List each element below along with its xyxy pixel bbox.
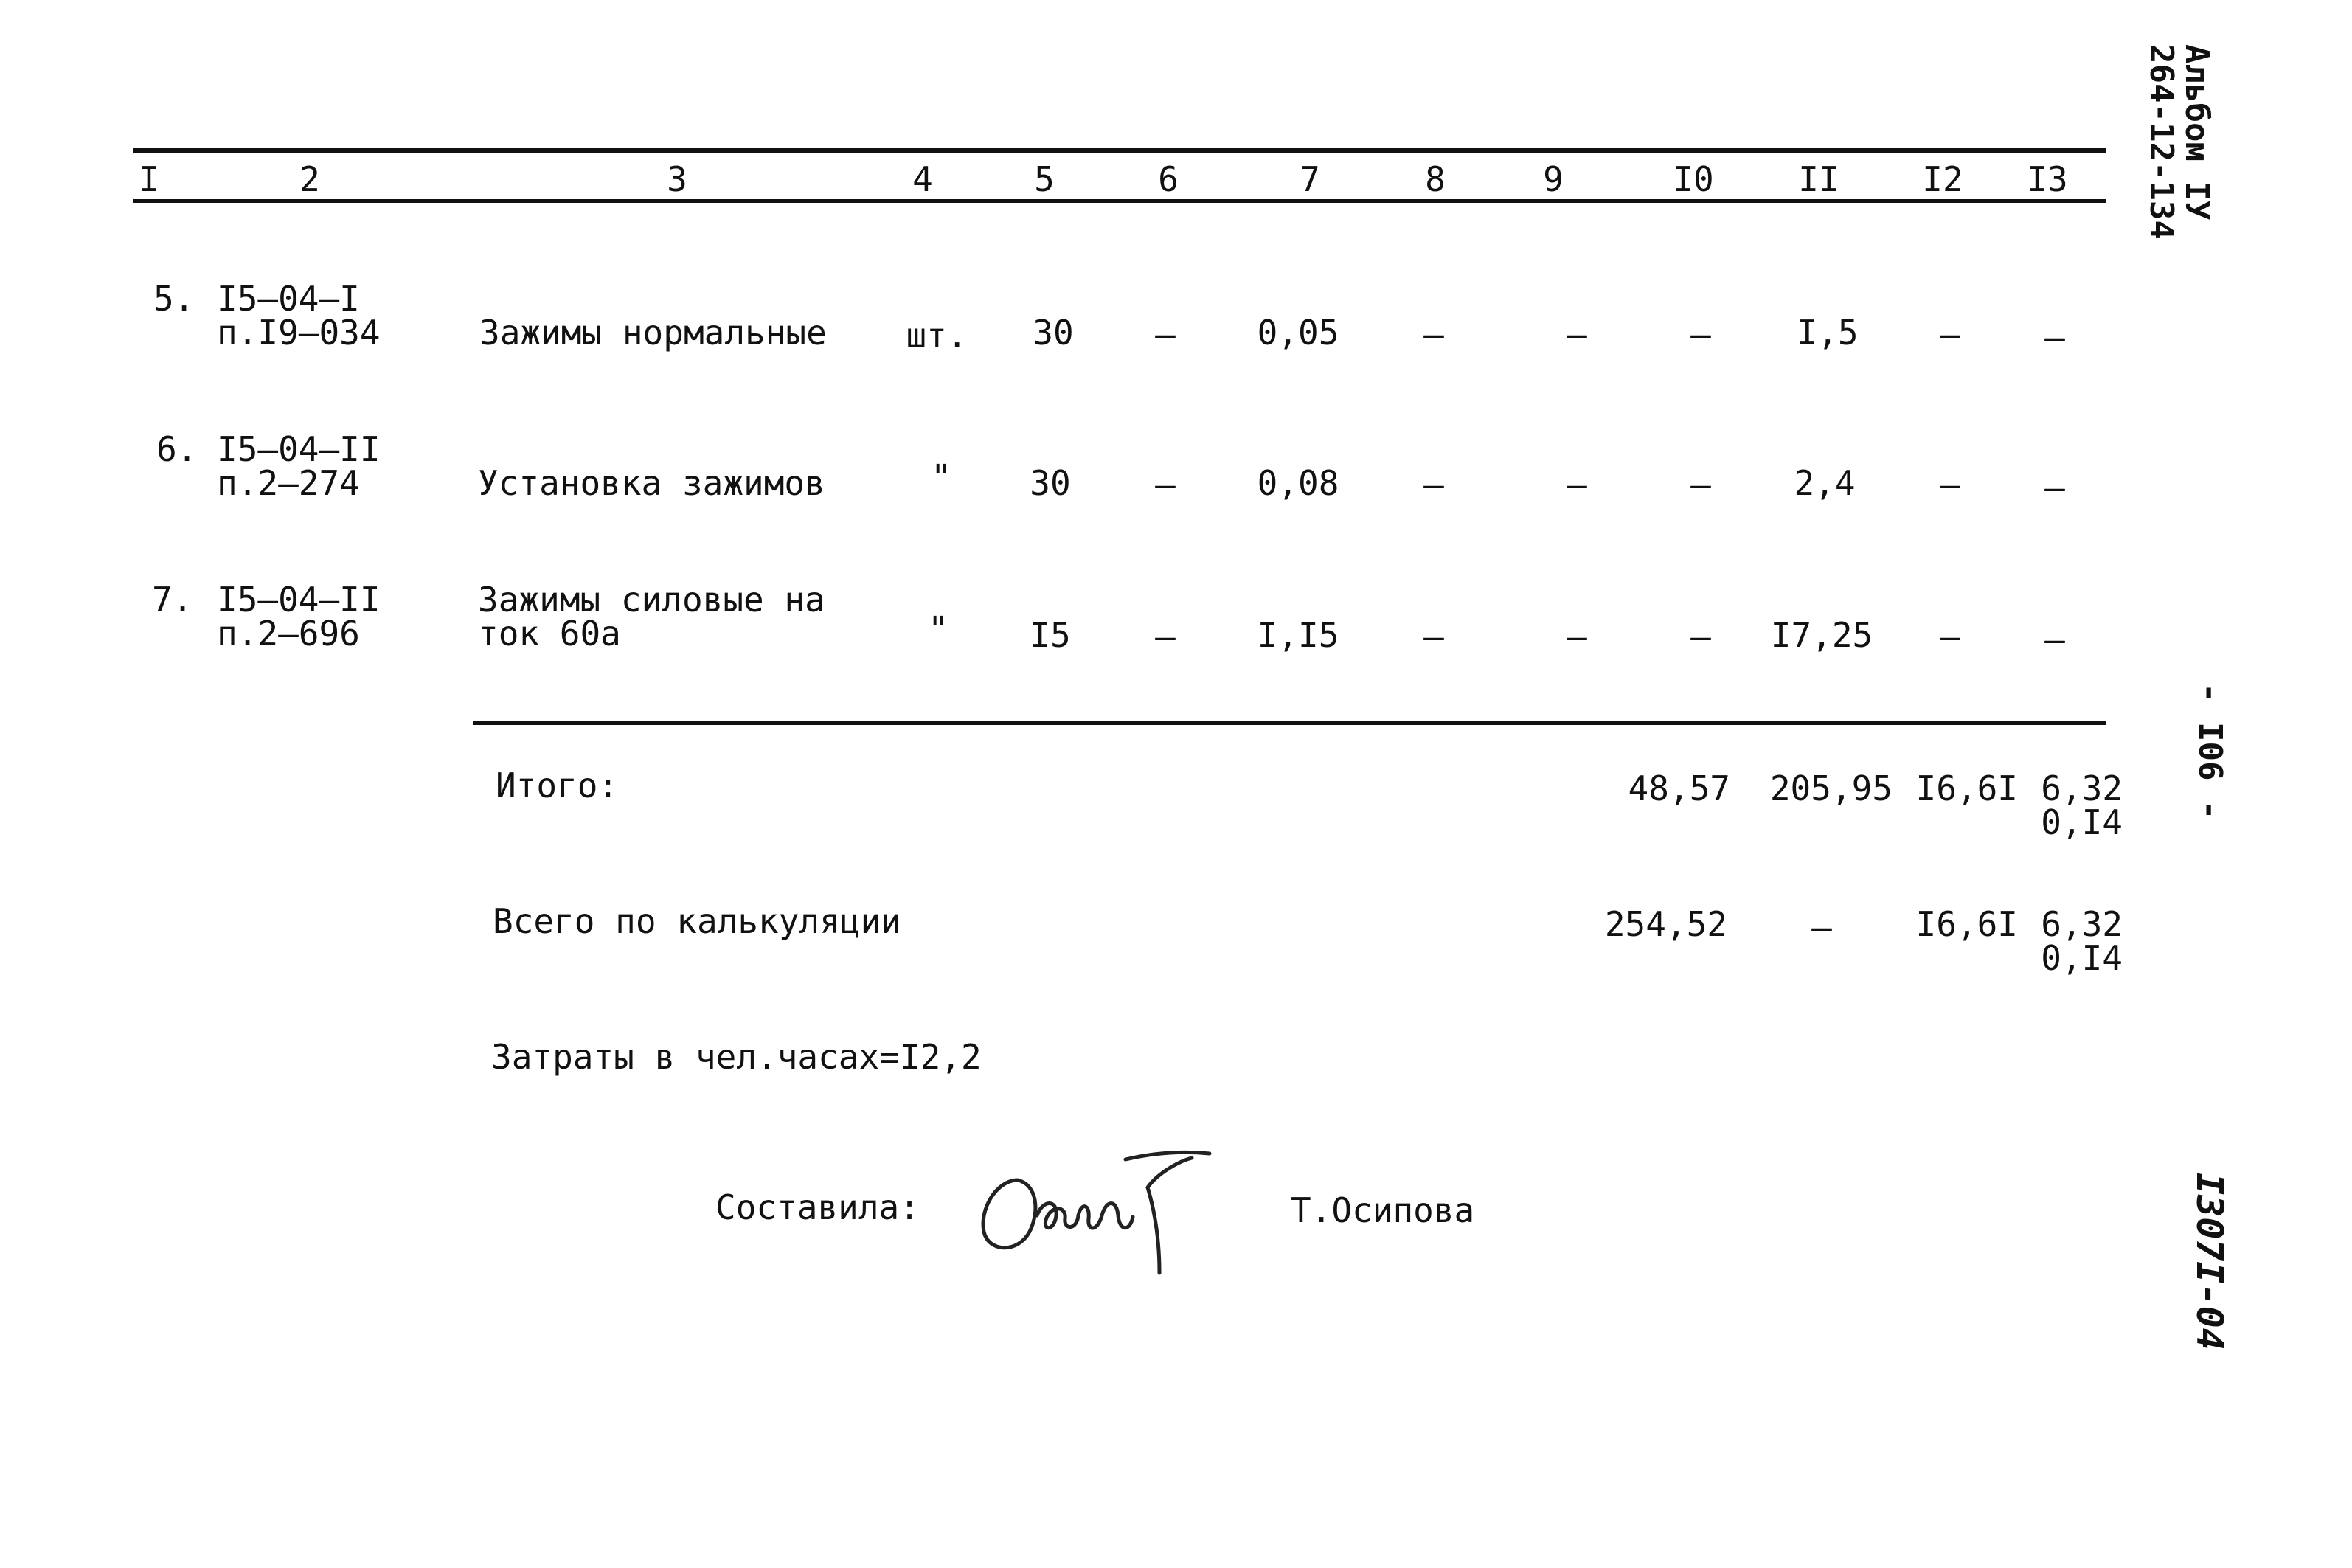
row-col5: 30 [1030, 463, 1071, 503]
column-header-13: I3 [2027, 159, 2068, 199]
grand-total-col13-extra: 0,I4 [2041, 938, 2123, 978]
column-header-1: I [139, 159, 159, 199]
compiler-name: Т.Осипова [1291, 1190, 1475, 1230]
row-unit: шт. [906, 316, 968, 355]
grand-total-col11: – [1811, 907, 1832, 947]
labor-cost-note: Затраты в чел.часах=I2,2 [491, 1037, 982, 1077]
row-number: 5. [153, 279, 195, 319]
row-col13: – [2044, 468, 2065, 507]
column-header-11: II [1798, 159, 1839, 199]
column-header-3: 3 [667, 159, 687, 199]
row-col9: – [1567, 465, 1587, 504]
totals-rule [473, 721, 2106, 725]
column-header-7: 7 [1300, 159, 1320, 199]
row-col10: – [1690, 617, 1711, 656]
row-code: I5–04–II [217, 429, 381, 469]
row-col7: 0,05 [1257, 313, 1339, 353]
row-name-continued: ток 60а [478, 614, 621, 653]
row-col5: 30 [1033, 313, 1074, 353]
handwritten-signature [966, 1128, 1232, 1276]
row-number: 6. [156, 429, 198, 469]
row-name: Зажимы нормальные [479, 313, 827, 353]
table-top-rule [133, 148, 2106, 153]
row-col12: – [1940, 617, 1960, 656]
compiled-by-label: Составила: [715, 1187, 920, 1227]
subtotal-col13-extra: 0,I4 [2041, 802, 2123, 842]
album-name: Альбом IУ [2178, 44, 2216, 221]
column-header-12: I2 [1922, 159, 1963, 199]
row-col12: – [1940, 465, 1960, 504]
doc-number-vertical [2188, 1173, 2231, 1394]
row-col7: 0,08 [1257, 463, 1339, 503]
row-col9: – [1567, 617, 1587, 656]
row-col13: – [2044, 317, 2065, 357]
row-col6: – [1155, 465, 1176, 504]
grand-total-col10: 254,52 [1604, 904, 1727, 944]
row-code-ref: п.2–274 [217, 463, 360, 503]
row-code-ref: п.I9–034 [217, 313, 381, 353]
column-header-4: 4 [912, 159, 933, 199]
row-unit: " [931, 457, 951, 497]
row-col8: – [1423, 314, 1444, 354]
grand-total-label: Всего по калькуляции [493, 901, 901, 941]
page-number: - I06 - [2191, 683, 2229, 820]
subtotal-col11: 205,95 [1769, 769, 1893, 808]
row-col11: 2,4 [1794, 463, 1856, 503]
row-unit: " [928, 609, 948, 649]
row-col13: – [2044, 620, 2065, 659]
row-col9: – [1567, 314, 1587, 354]
row-col10: – [1690, 314, 1711, 354]
album-name-vertical [2178, 44, 2215, 236]
table-header-rule [133, 199, 2106, 203]
row-col6: – [1155, 314, 1176, 354]
row-name: Зажимы силовые на [478, 580, 825, 620]
row-col7: I,I5 [1257, 615, 1339, 655]
row-col12: – [1940, 314, 1960, 354]
subtotal-col12: I6,6I [1915, 769, 2018, 808]
album-code-vertical [2143, 44, 2180, 240]
row-col5: I5 [1030, 615, 1071, 655]
row-col10: – [1690, 465, 1711, 504]
subtotal-label: Итого: [496, 766, 619, 805]
row-name: Установка зажимов [478, 463, 825, 503]
row-number: 7. [152, 580, 193, 620]
grand-total-col13: 6,32 [2041, 904, 2123, 944]
row-col8: – [1423, 617, 1444, 656]
subtotal-col13: 6,32 [2041, 769, 2123, 808]
column-header-2: 2 [299, 159, 320, 199]
column-header-9: 9 [1543, 159, 1564, 199]
column-header-8: 8 [1425, 159, 1446, 199]
row-col6: – [1155, 617, 1176, 656]
grand-total-col12: I6,6I [1915, 904, 2018, 944]
column-header-5: 5 [1034, 159, 1055, 199]
row-code-ref: п.2–696 [217, 614, 360, 653]
subtotal-col10: 48,57 [1628, 769, 1730, 808]
row-code: I5–04–I [217, 279, 360, 319]
row-code: I5–04–II [217, 580, 381, 620]
column-header-6: 6 [1158, 159, 1179, 199]
row-col11: I7,25 [1770, 615, 1873, 655]
row-col11: I,5 [1797, 313, 1859, 353]
doc-number: I307I-04 [2188, 1173, 2231, 1350]
album-code: 264-12-134 [2143, 44, 2180, 240]
page-number-vertical [2191, 683, 2228, 860]
row-col8: – [1423, 465, 1444, 504]
column-header-10: I0 [1673, 159, 1714, 199]
